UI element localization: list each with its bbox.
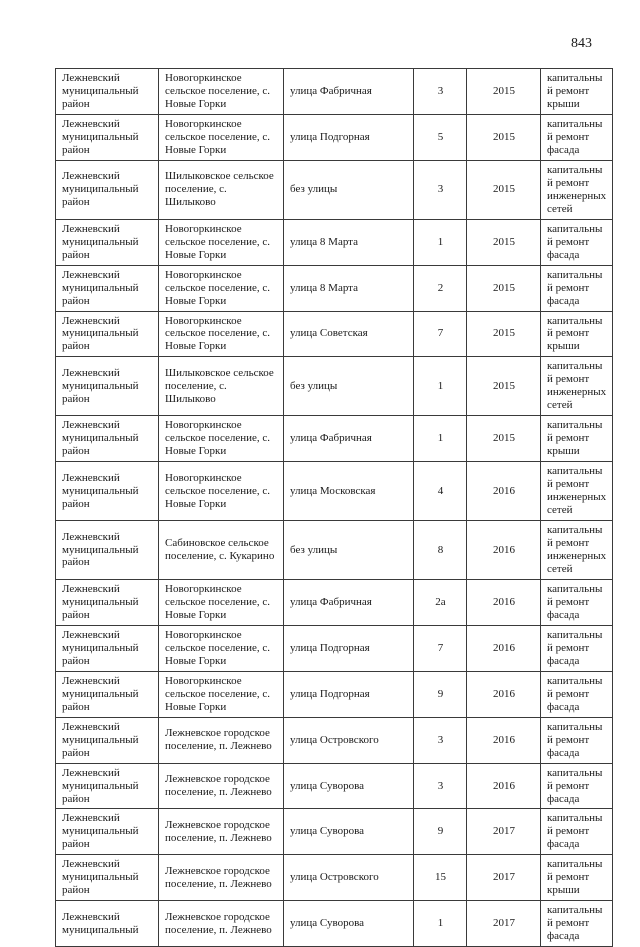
- cell-district: Лежневский муниципальный район: [56, 416, 159, 462]
- cell-settlement: Лежневское городское поселение, п. Лежнево: [159, 763, 284, 809]
- cell-year: 2015: [467, 114, 541, 160]
- cell-street: улица Суворова: [284, 809, 414, 855]
- cell-street: улица Островского: [284, 855, 414, 901]
- cell-repair-type: капитальный ремонт фасада: [541, 763, 613, 809]
- cell-settlement: Новогоркинское сельское поселение, с. Новые Горки: [159, 671, 284, 717]
- table-row: [56, 579, 613, 625]
- cell-repair-type: капитальный ремонт инженерных сетей: [541, 521, 613, 580]
- cell-year: 2016: [467, 717, 541, 763]
- cell-street: улица Фабричная: [284, 69, 414, 115]
- cell-district: Лежневский муниципальный район: [56, 763, 159, 809]
- cell-year: 2016: [467, 579, 541, 625]
- table-row: [56, 311, 613, 357]
- cell-year: 2015: [467, 219, 541, 265]
- cell-repair-type: капитальный ремонт фасада: [541, 219, 613, 265]
- cell-year: 2017: [467, 855, 541, 901]
- cell-settlement: Новогоркинское сельское поселение, с. Новые Горки: [159, 219, 284, 265]
- cell-year: 2015: [467, 357, 541, 416]
- cell-district: Лежневский муниципальный район: [56, 521, 159, 580]
- cell-settlement: Новогоркинское сельское поселение, с. Новые Горки: [159, 69, 284, 115]
- cell-settlement: Сабиновское сельское поселение, с. Кукарино: [159, 521, 284, 580]
- cell-settlement: Шилыковское сельское поселение, с. Шилыково: [159, 357, 284, 416]
- cell-settlement: Лежневское городское поселение, п. Лежнево: [159, 855, 284, 901]
- cell-street: улица Фабричная: [284, 579, 414, 625]
- cell-street: улица Подгорная: [284, 114, 414, 160]
- cell-repair-type: капитальный ремонт инженерных сетей: [541, 357, 613, 416]
- table-row: [56, 855, 613, 901]
- cell-street: без улицы: [284, 357, 414, 416]
- cell-house-number: 9: [414, 671, 467, 717]
- cell-year: 2017: [467, 901, 541, 947]
- cell-repair-type: капитальный ремонт фасада: [541, 809, 613, 855]
- cell-house-number: 1: [414, 901, 467, 947]
- cell-settlement: Новогоркинское сельское поселение, с. Новые Горки: [159, 265, 284, 311]
- cell-district: Лежневский муниципальный район: [56, 855, 159, 901]
- cell-house-number: 2: [414, 265, 467, 311]
- cell-repair-type: капитальный ремонт инженерных сетей: [541, 462, 613, 521]
- cell-street: улица 8 Марта: [284, 219, 414, 265]
- cell-street: без улицы: [284, 521, 414, 580]
- cell-settlement: Лежневское городское поселение, п. Лежнево: [159, 809, 284, 855]
- cell-street: улица Суворова: [284, 763, 414, 809]
- cell-house-number: 3: [414, 763, 467, 809]
- cell-street: улица Подгорная: [284, 625, 414, 671]
- cell-house-number: 3: [414, 160, 467, 219]
- cell-house-number: 15: [414, 855, 467, 901]
- cell-year: 2015: [467, 69, 541, 115]
- table-row: [56, 265, 613, 311]
- cell-street: улица Советская: [284, 311, 414, 357]
- cell-street: улица 8 Марта: [284, 265, 414, 311]
- cell-repair-type: капитальный ремонт фасада: [541, 671, 613, 717]
- cell-repair-type: капитальный ремонт фасада: [541, 579, 613, 625]
- table-row: [56, 357, 613, 416]
- table-row: [56, 521, 613, 580]
- table-row: [56, 809, 613, 855]
- cell-repair-type: капитальный ремонт фасада: [541, 901, 613, 947]
- cell-street: улица Подгорная: [284, 671, 414, 717]
- cell-house-number: 3: [414, 69, 467, 115]
- cell-repair-type: капитальный ремонт фасада: [541, 114, 613, 160]
- cell-year: 2017: [467, 809, 541, 855]
- cell-house-number: 1: [414, 357, 467, 416]
- table-row: [56, 219, 613, 265]
- cell-district: Лежневский муниципальный район: [56, 114, 159, 160]
- cell-house-number: 7: [414, 625, 467, 671]
- table-row: [56, 763, 613, 809]
- table-row: [56, 717, 613, 763]
- cell-repair-type: капитальный ремонт инженерных сетей: [541, 160, 613, 219]
- cell-settlement: Новогоркинское сельское поселение, с. Новые Горки: [159, 416, 284, 462]
- cell-house-number: 2а: [414, 579, 467, 625]
- table-row: [56, 114, 613, 160]
- table-row: [56, 462, 613, 521]
- table-row: [56, 160, 613, 219]
- cell-street: улица Московская: [284, 462, 414, 521]
- table-row: [56, 901, 613, 947]
- cell-house-number: 5: [414, 114, 467, 160]
- cell-year: 2016: [467, 462, 541, 521]
- table-row: [56, 625, 613, 671]
- table-row: [56, 416, 613, 462]
- cell-street: улица Суворова: [284, 901, 414, 947]
- cell-settlement: Новогоркинское сельское поселение, с. Новые Горки: [159, 114, 284, 160]
- cell-district: Лежневский муниципальный район: [56, 671, 159, 717]
- cell-district: Лежневский муниципальный район: [56, 219, 159, 265]
- cell-settlement: Новогоркинское сельское поселение, с. Новые Горки: [159, 579, 284, 625]
- cell-district: Лежневский муниципальный район: [56, 357, 159, 416]
- cell-year: 2016: [467, 763, 541, 809]
- cell-year: 2015: [467, 416, 541, 462]
- cell-district: Лежневский муниципальный район: [56, 311, 159, 357]
- cell-settlement: Лежневское городское поселение, п. Лежнево: [159, 717, 284, 763]
- cell-year: 2015: [467, 160, 541, 219]
- cell-year: 2016: [467, 671, 541, 717]
- cell-district: Лежневский муниципальный район: [56, 462, 159, 521]
- cell-district: Лежневский муниципальный район: [56, 579, 159, 625]
- table-row: [56, 69, 613, 115]
- cell-year: 2015: [467, 311, 541, 357]
- cell-year: 2016: [467, 521, 541, 580]
- cell-street: улица Островского: [284, 717, 414, 763]
- cell-settlement: Шилыковское сельское поселение, с. Шилыково: [159, 160, 284, 219]
- cell-house-number: 1: [414, 219, 467, 265]
- cell-street: без улицы: [284, 160, 414, 219]
- cell-house-number: 9: [414, 809, 467, 855]
- cell-settlement: Новогоркинское сельское поселение, с. Новые Горки: [159, 625, 284, 671]
- table-row: [56, 671, 613, 717]
- cell-district: Лежневский муниципальный район: [56, 69, 159, 115]
- table-body: [56, 69, 613, 947]
- cell-street: улица Фабричная: [284, 416, 414, 462]
- cell-settlement: Лежневское городское поселение, п. Лежнево: [159, 901, 284, 947]
- cell-repair-type: капитальный ремонт крыши: [541, 855, 613, 901]
- cell-district: Лежневский муниципальный район: [56, 160, 159, 219]
- capital-repairs-table: [55, 68, 613, 947]
- cell-house-number: 3: [414, 717, 467, 763]
- cell-settlement: Новогоркинское сельское поселение, с. Новые Горки: [159, 311, 284, 357]
- cell-house-number: 4: [414, 462, 467, 521]
- cell-house-number: 1: [414, 416, 467, 462]
- cell-district: Лежневский муниципальный район: [56, 717, 159, 763]
- cell-district: Лежневский муниципальный район: [56, 265, 159, 311]
- cell-settlement: Новогоркинское сельское поселение, с. Новые Горки: [159, 462, 284, 521]
- cell-district: Лежневский муниципальный: [56, 901, 159, 947]
- cell-repair-type: капитальный ремонт фасада: [541, 717, 613, 763]
- cell-repair-type: капитальный ремонт фасада: [541, 265, 613, 311]
- cell-district: Лежневский муниципальный район: [56, 625, 159, 671]
- page-number: 843: [571, 36, 592, 51]
- cell-repair-type: капитальный ремонт крыши: [541, 416, 613, 462]
- cell-house-number: 7: [414, 311, 467, 357]
- cell-repair-type: капитальный ремонт крыши: [541, 311, 613, 357]
- cell-year: 2015: [467, 265, 541, 311]
- cell-repair-type: капитальный ремонт фасада: [541, 625, 613, 671]
- cell-repair-type: капитальный ремонт крыши: [541, 69, 613, 115]
- cell-house-number: 8: [414, 521, 467, 580]
- cell-district: Лежневский муниципальный район: [56, 809, 159, 855]
- cell-year: 2016: [467, 625, 541, 671]
